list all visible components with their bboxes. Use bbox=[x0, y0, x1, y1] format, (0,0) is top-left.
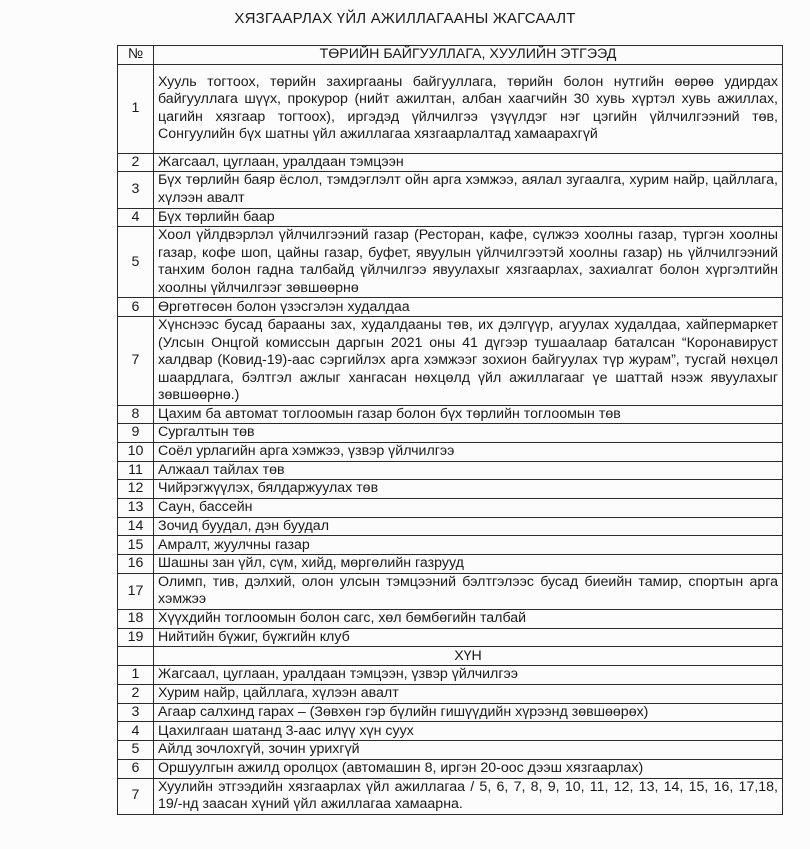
section-header-row bbox=[118, 647, 783, 666]
table-body bbox=[118, 46, 783, 815]
row-number: 3 bbox=[118, 703, 154, 722]
row-text: Бүх төрлийн баяр ёслол, тэмдэглэлт ойн арга хэмжээ, аялал зугаалга, хурим найр, цайллага, хүлээн авалт bbox=[154, 172, 783, 208]
table-row bbox=[118, 573, 783, 609]
row-number: 5 bbox=[118, 227, 154, 298]
row-number: 3 bbox=[118, 172, 154, 208]
section-header-people: ХҮН bbox=[154, 647, 783, 666]
row-number: 2 bbox=[118, 153, 154, 172]
table-header-row bbox=[118, 46, 783, 65]
row-text: Агаар салхинд гарах – (Зөвхөн гэр бүлийн гишүүдийн хүрээнд зөвшөөрөх) bbox=[154, 703, 783, 722]
row-text: Амралт, жуулчны газар bbox=[154, 536, 783, 555]
table-row bbox=[118, 778, 783, 814]
section-header-organizations: ТӨРИЙН БАЙГУУЛЛАГА, ХУУЛИЙН ЭТГЭЭД bbox=[154, 46, 783, 65]
table-row bbox=[118, 65, 783, 154]
row-text: Хурим найр, цайллага, хүлээн авалт bbox=[154, 685, 783, 704]
row-text: Өргөтгөсөн болон үзэсгэлэн худалдаа bbox=[154, 298, 783, 317]
row-number: 17 bbox=[118, 573, 154, 609]
row-text: Шашны зан үйл, сүм, хийд, мөргөлийн газрууд bbox=[154, 555, 783, 574]
table-row bbox=[118, 610, 783, 629]
row-text: Хүүхдийн тоглоомын болон сагс, хөл бөмбөгийн талбай bbox=[154, 610, 783, 629]
row-number: 15 bbox=[118, 536, 154, 555]
table-row bbox=[118, 628, 783, 647]
row-text: Саун, бассейн bbox=[154, 499, 783, 518]
row-text: Соёл урлагийн арга хэмжээ, үзвэр үйлчилгээ bbox=[154, 443, 783, 462]
table-row bbox=[118, 517, 783, 536]
table-row bbox=[118, 317, 783, 406]
table-row bbox=[118, 461, 783, 480]
table-row bbox=[118, 685, 783, 704]
table-row bbox=[118, 536, 783, 555]
row-number: 6 bbox=[118, 298, 154, 317]
table-row bbox=[118, 703, 783, 722]
row-text: Чийрэгжүүлэх, бялдаржуулах төв bbox=[154, 480, 783, 499]
row-number: 5 bbox=[118, 741, 154, 760]
row-number: 11 bbox=[118, 461, 154, 480]
row-number: 14 bbox=[118, 517, 154, 536]
row-text: Алжаал тайлах төв bbox=[154, 461, 783, 480]
number-column-header: № bbox=[118, 46, 154, 65]
row-number: 9 bbox=[118, 424, 154, 443]
table-row bbox=[118, 759, 783, 778]
section-header-spacer bbox=[118, 647, 154, 666]
row-number: 2 bbox=[118, 685, 154, 704]
row-text: Цахилгаан шатанд 3-аас илүү хүн суух bbox=[154, 722, 783, 741]
row-number: 7 bbox=[118, 778, 154, 814]
row-number: 10 bbox=[118, 443, 154, 462]
row-number: 1 bbox=[118, 65, 154, 154]
row-text: Хүнснээс бусад барааны зах, худалдааны төв, их дэлгүүр, агуулах худалдаа, хайпермаркет (Улсын Онцгой комиссын даргын 2021 оны 41 дүгээр тушаалаар баталсан “Коронавируст халдвар (Ковид-19)-аас сэргийлэх арга хэмжээг зохион байгуулах түр журам”, тусгай нөхцөл шаардлага, бэлтгэл ажлыг хангасан нөхцөлд үйл ажиллагааг үе шаттай нээж явуулахыг зөвшөөрнө.) bbox=[154, 317, 783, 406]
row-number: 16 bbox=[118, 555, 154, 574]
table-row bbox=[118, 424, 783, 443]
document-title: ХЯЗГААРЛАХ ҮЙЛ АЖИЛЛАГААНЫ ЖАГСААЛТ bbox=[234, 10, 576, 27]
table-row bbox=[118, 405, 783, 424]
table-row bbox=[118, 208, 783, 227]
table-row bbox=[118, 741, 783, 760]
table-row bbox=[118, 555, 783, 574]
row-text: Оршуулгын ажилд оролцох (автомашин 8, иргэн 20-оос дээш хязгаарлах) bbox=[154, 759, 783, 778]
row-text: Хууль тогтоох, төрийн захиргааны байгууллага, төрийн болон нутгийн өөрөө удирдах байгууллага шүүх, прокурор (нийт ажилтан, албан хаагчийн 30 хувь хүртэл хувь ажиллах, цагийн хязгаар тогтоох), иргэдэд үйлчилгээ үзүүлдэг нэг цэгийн үйлчилгээний төв, Сонгуулийн бүх шатны үйл ажиллагаа хязгаарлалтад хамаарахгүй bbox=[154, 65, 783, 154]
row-text: Айлд зочлохгүй, зочин урихгүй bbox=[154, 741, 783, 760]
row-number: 13 bbox=[118, 499, 154, 518]
row-number: 4 bbox=[118, 722, 154, 741]
row-number: 7 bbox=[118, 317, 154, 406]
table-row bbox=[118, 153, 783, 172]
row-number: 8 bbox=[118, 405, 154, 424]
table-row bbox=[118, 298, 783, 317]
row-text: Зочид буудал, дэн буудал bbox=[154, 517, 783, 536]
row-text: Нийтийн бүжиг, бүжгийн клуб bbox=[154, 628, 783, 647]
row-text: Жагсаал, цуглаан, уралдаан тэмцээн, үзвэр үйлчилгээ bbox=[154, 666, 783, 685]
row-number: 1 bbox=[118, 666, 154, 685]
row-number: 4 bbox=[118, 208, 154, 227]
row-number: 19 bbox=[118, 628, 154, 647]
row-number: 12 bbox=[118, 480, 154, 499]
row-number: 18 bbox=[118, 610, 154, 629]
row-text: Цахим ба автомат тоглоомын газар болон бүх төрлийн тоглоомын төв bbox=[154, 405, 783, 424]
table-row bbox=[118, 443, 783, 462]
table-row bbox=[118, 172, 783, 208]
restrictions-table bbox=[117, 45, 783, 815]
row-text: Сургалтын төв bbox=[154, 424, 783, 443]
row-text: Жагсаал, цуглаан, уралдаан тэмцээн bbox=[154, 153, 783, 172]
table-row bbox=[118, 666, 783, 685]
row-text: Бүх төрлийн баар bbox=[154, 208, 783, 227]
table-row bbox=[118, 227, 783, 298]
table-row bbox=[118, 480, 783, 499]
row-number: 6 bbox=[118, 759, 154, 778]
row-text: Хуулийн этгээдийн хязгаарлах үйл ажиллагаа / 5, 6, 7, 8, 9, 10, 11, 12, 13, 14, 15, 16, 17,18, 19/-нд заасан хүний үйл ажиллагаа хамаарна. bbox=[154, 778, 783, 814]
row-text: Олимп, тив, дэлхий, олон улсын тэмцээний бэлтгэлээс бусад биеийн тамир, спортын арга хэмжээ bbox=[154, 573, 783, 609]
row-text: Хоол үйлдвэрлэл үйлчилгээний газар (Ресторан, кафе, сүлжээ хоолны газар, түргэн хоолны газар, кофе шоп, цайны газар, буфет, явуулын үйлчилгээтэй хоолны газар) нь үйлчилгээний танхим болон гадна талбайд үйлчилгээ явуулахыг хязгаарлах, захиалгат болон хүргэлтийн хоолны үйлчилгээг зөвшөөрнө bbox=[154, 227, 783, 298]
table-row bbox=[118, 722, 783, 741]
table-row bbox=[118, 499, 783, 518]
